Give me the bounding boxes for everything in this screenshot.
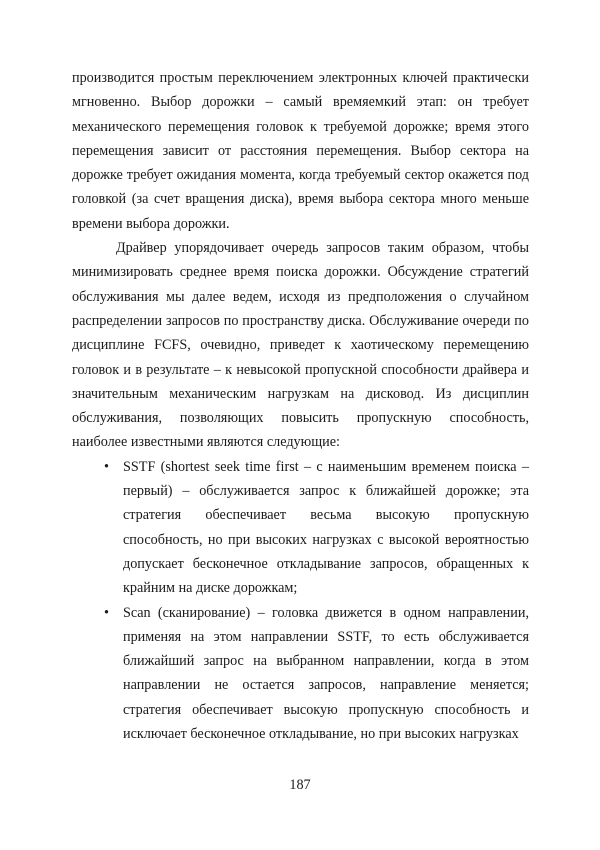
- bullet-icon: •: [104, 604, 109, 621]
- bullet-icon: •: [104, 458, 109, 475]
- list-item-text: SSTF (shortest seek time first – с наименьшим временем поиска – первый) – обслуживается запрос к ближайшей дорожке; эта стратегия обеспечивает весьма высокую пропускную способность, но при высоких нагрузках с высокой вероятностью допускает бесконечное откладывание запросов, обращенных к крайним на диске дорожкам;: [123, 458, 529, 597]
- list-item-scan: [72, 601, 529, 747]
- page-number: 187: [289, 777, 311, 793]
- paragraph-driver-queue: Драйвер упорядочивает очередь запросов таким образом, чтобы минимизировать среднее время поиска дорожки. Обсуждение стратегий обслуживания мы далее ведем, исходя из предположения о случайном распределении запросов по пространству диска. Обслуживание очереди по дисциплине FCFS, очевидно, приведет к хаотическому перемещению головок и в результате – к невысокой пропускной способности драйвера и значительным механическим нагрузкам на дисковод. Из дисциплин обслуживания, позволяющих повысить пропускную способность, наиболее известными являются следующие:: [72, 240, 529, 451]
- paragraph-continued: производится простым переключением электронных ключей практически мгновенно. Выбор дорожки – самый времяемкий этап: он требует механического перемещения головок к требуемой дорожке; время этого перемещения зависит от расстояния перемещения. Выбор сектора на дорожке требует ожидания момента, когда требуемый сектор окажется под головкой (за счет вращения диска), время выбора сектора много меньше времени выбора дорожки.: [72, 70, 529, 232]
- list-item-text: Scan (сканирование) – головка движется в одном направлении, применяя на этом направлении SSTF, то есть обслуживается ближайший запрос на выбранном направлении, когда в этом направлении не остается запросов, направление меняется; стратегия обеспечивает высокую пропускную способность и исключает бесконечное откладывание, но при высоких нагрузках: [123, 604, 529, 743]
- bullet-list-disciplines: [72, 455, 529, 747]
- list-item-sstf: [72, 455, 529, 601]
- page-body: [72, 66, 529, 746]
